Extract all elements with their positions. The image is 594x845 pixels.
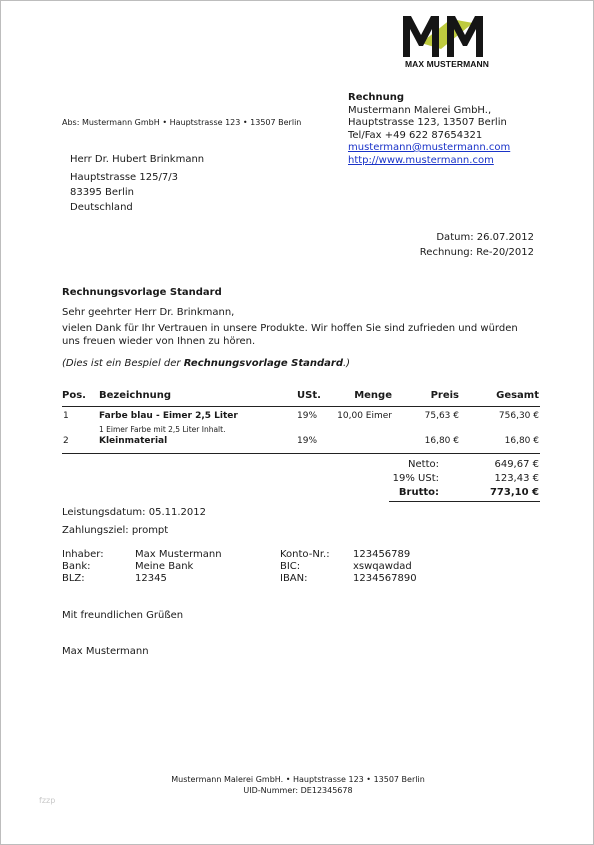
tax-value: 123,43 € xyxy=(494,473,539,484)
example-note xyxy=(62,358,350,369)
company-web-link[interactable]: http://www.mustermann.com xyxy=(348,154,494,166)
company-block xyxy=(348,92,510,167)
signature-name: Max Mustermann xyxy=(62,646,149,657)
company-address: Hauptstrasse 123, 13507 Berlin xyxy=(348,117,507,128)
bank-labels-left xyxy=(62,549,104,585)
blz-label: BLZ: xyxy=(62,573,85,584)
row-1-total: 756,30 € xyxy=(498,411,539,421)
bank-value: Meine Bank xyxy=(135,561,194,572)
row-1-desc: Farbe blau - Eimer 2,5 Liter xyxy=(99,411,238,421)
bank-label: Bank: xyxy=(62,561,91,572)
salutation: Sehr geehrter Herr Dr. Brinkmann, xyxy=(62,307,235,318)
bank-labels-right xyxy=(280,549,330,585)
blz-value: 12345 xyxy=(135,573,167,584)
gross-value: 773,10 € xyxy=(489,487,539,498)
row-1-subdesc: 1 Eimer Farbe mit 2,5 Liter Inhalt. xyxy=(99,425,226,434)
col-header-total: Gesamt xyxy=(496,390,539,401)
row-1-price: 75,63 € xyxy=(424,411,459,421)
row-2-pos: 2 xyxy=(63,436,69,446)
totals-rule xyxy=(389,501,540,502)
invoice-meta xyxy=(420,230,534,260)
row-2-price: 16,80 € xyxy=(424,436,459,446)
tax-label: 19% USt: xyxy=(392,473,439,484)
gross-label: Brutto: xyxy=(398,487,439,498)
watermark: fzzp xyxy=(39,796,56,805)
letter-body-line: uns freuen wieder von Ihnen zu hören. xyxy=(62,336,256,347)
letter-body-line: vielen Dank für Ihr Vertrauen in unsere Produkte. Wir hoffen Sie sind zufrieden und würden xyxy=(62,323,518,334)
company-email-link[interactable]: mustermann@mustermann.com xyxy=(348,142,511,153)
owner-value: Max Mustermann xyxy=(135,549,222,560)
bic-value: xswqawdad xyxy=(353,561,412,572)
row-1-pos: 1 xyxy=(63,411,69,421)
owner-label: Inhaber: xyxy=(62,549,104,560)
row-1-tax: 19% xyxy=(297,411,318,421)
table-bottom-rule xyxy=(62,453,540,454)
col-header-tax: USt. xyxy=(297,390,321,401)
col-header-desc: Bezeichnung xyxy=(99,390,171,401)
payment-terms: Zahlungsziel: prompt xyxy=(62,525,169,536)
row-1-qty: 10,00 Eimer xyxy=(337,411,392,421)
note-bold-text: Rechnungsvorlage Standard xyxy=(183,358,343,369)
page-footer xyxy=(1,774,594,796)
col-header-qty: Menge xyxy=(354,390,392,401)
invoice-date: Datum: 26.07.2012 xyxy=(436,232,534,243)
letter-body xyxy=(62,322,532,348)
logo-text: MAX MUSTERMANN xyxy=(404,59,490,69)
col-header-pos: Pos. xyxy=(62,390,86,401)
row-2-total: 16,80 € xyxy=(504,436,539,446)
document-heading: Rechnung xyxy=(348,92,405,103)
note-text-end: .) xyxy=(342,358,351,369)
recipient-city: 83395 Berlin xyxy=(70,187,135,198)
bic-label: BIC: xyxy=(280,561,301,572)
footer-address: Mustermann Malerei GmbH. • Hauptstrasse 123 • 13507 Berlin xyxy=(171,775,425,784)
net-label: Netto: xyxy=(408,459,439,470)
bank-values-left xyxy=(135,549,222,585)
sender-line: Abs: Mustermann GmbH • Hauptstrasse 123 • 13507 Berlin xyxy=(62,118,302,127)
net-value: 649,67 € xyxy=(494,459,539,470)
service-date: Leistungsdatum: 05.11.2012 xyxy=(62,507,206,518)
closing-greeting: Mit freundlichen Grüßen xyxy=(62,610,184,621)
col-header-price: Preis xyxy=(430,390,459,401)
bank-values-right xyxy=(353,549,417,585)
company-name: Mustermann Malerei GmbH., xyxy=(348,104,492,116)
subject-line: Rechnungsvorlage Standard xyxy=(62,287,222,298)
company-logo xyxy=(399,13,495,75)
recipient-name: Herr Dr. Hubert Brinkmann xyxy=(70,154,205,165)
account-label: Konto-Nr.: xyxy=(280,549,330,560)
row-2-tax: 19% xyxy=(297,436,318,446)
recipient-street: Hauptstrasse 125/7/3 xyxy=(70,172,178,183)
row-2-desc: Kleinmaterial xyxy=(99,436,168,446)
iban-value: 1234567890 xyxy=(353,573,417,584)
table-header-rule xyxy=(62,406,540,407)
logo-mark xyxy=(399,13,495,59)
company-phone: Tel/Fax +49 622 87654321 xyxy=(348,129,483,141)
recipient-address xyxy=(70,152,204,215)
iban-label: IBAN: xyxy=(280,573,308,584)
account-value: 123456789 xyxy=(353,549,411,560)
note-text: (Dies ist ein Bespiel der xyxy=(62,358,184,369)
recipient-country: Deutschland xyxy=(70,202,133,213)
footer-vat-id: UID-Nummer: DE12345678 xyxy=(243,786,353,795)
invoice-number: Rechnung: Re-20/2012 xyxy=(419,247,534,258)
